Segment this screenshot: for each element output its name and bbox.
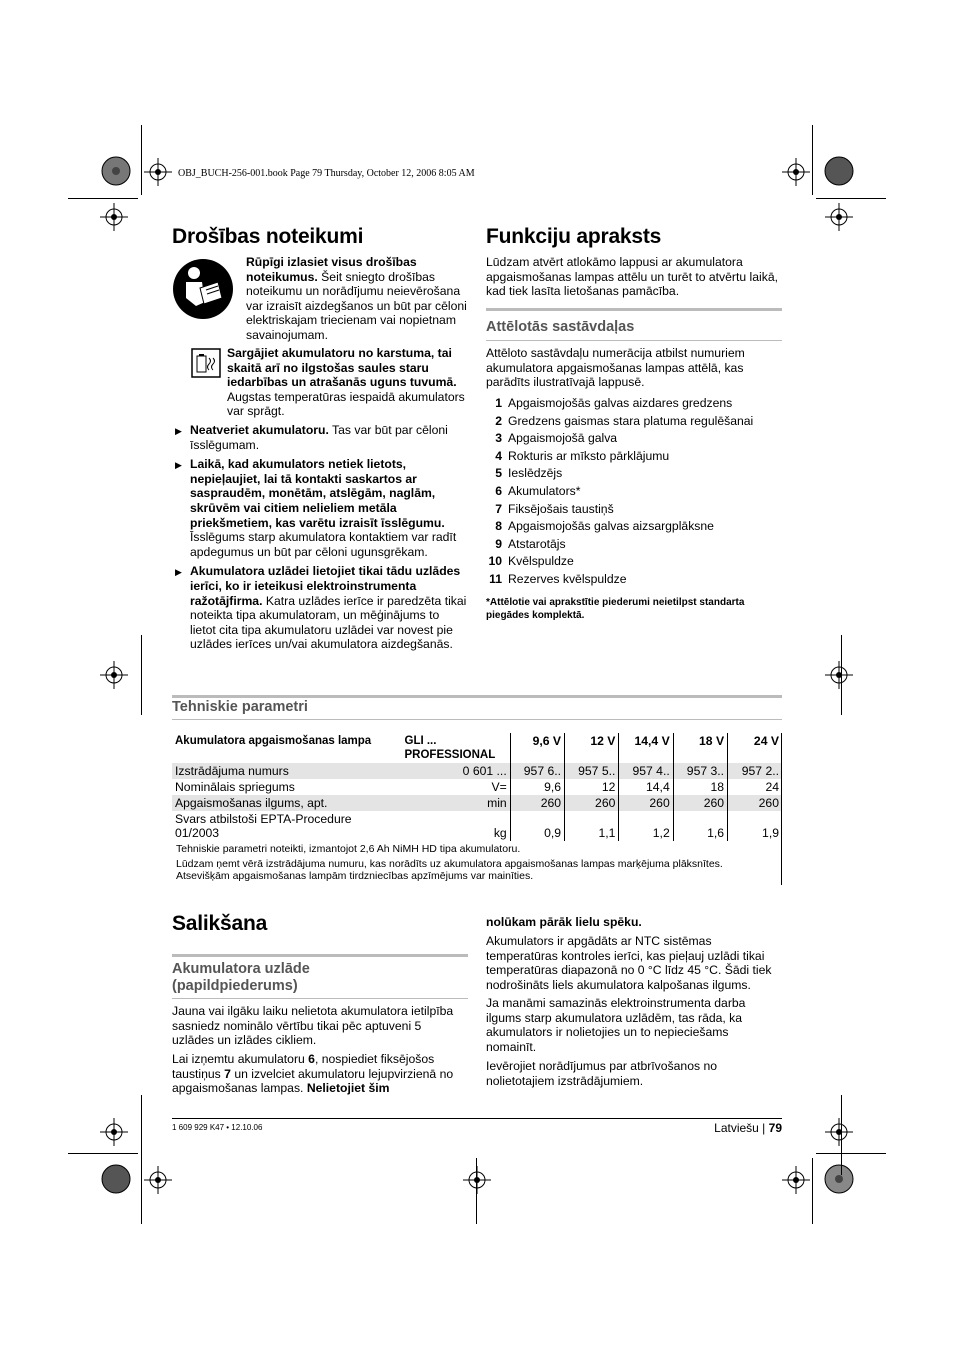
- registration-mark-top-left: [100, 155, 132, 192]
- table-header-cell: 9,6 V: [510, 733, 564, 763]
- table-cell: 0 601 ...: [402, 763, 511, 779]
- footer-rule: [172, 1118, 782, 1119]
- parts-subtitle: Attēlotās sastāvdaļas: [486, 319, 635, 335]
- read-manual-icon: [172, 258, 234, 325]
- list-item: 8 Apgaismojošās galvas aizsargplāksne: [495, 519, 714, 534]
- print-header: OBJ_BUCH-256-001.book Page 79 Thursday, October 12, 2006 8:05 AM: [178, 168, 475, 179]
- crosshair-mark: [100, 661, 128, 694]
- table-row: [172, 779, 782, 795]
- list-item: 5 Ieslēdzējs: [495, 466, 563, 481]
- charging-continued: nolūkam pārāk lielu spēku.: [486, 915, 642, 929]
- section-rule: [486, 308, 782, 311]
- list-item: 2 Gredzens gaismas stara platuma regulēšanai: [495, 413, 754, 428]
- table-cell: V=: [491, 780, 507, 794]
- parts-footnote: *Attēlotie vai aprakstītie piederumi neietilpst standarta piegādes komplektā.: [486, 597, 745, 621]
- list-item: 10 Kvēlspuldze: [488, 554, 574, 569]
- heat-warning: Sargājiet akumulatoru no karstuma, tai skaitā arī no ilgstošas saules staru iedarbības un atrašanās uguns tuvumā. Augstas temperatūras iespaidā akumulators var sprāgt.: [227, 346, 465, 419]
- tech-note: Lūdzam ņemt vērā izstrādājuma numuru, kas norādīts uz akumulatora apgaismošanas lampas marķējuma plāksnītes. Atsevišķām apgaismošanas lampām tirdzniecības apzīmējums var mainīties.: [176, 858, 723, 882]
- safety-bullet: ▶ Neatveriet akumulatoru. Tas var būt par cēloni īsslēgumam.: [175, 423, 448, 452]
- parts-list: [486, 395, 782, 589]
- crop-line: [141, 125, 142, 195]
- table-cell: 957 4..: [619, 763, 673, 779]
- section-rule: [172, 695, 782, 698]
- parts-intro: Attēloto sastāvdaļu numerācija atbilst numuriem akumulatora apgaismošanas lampas attēlā, kas parādīts ilustratīvajā lappusē.: [486, 346, 745, 390]
- table-cell: 957 2..: [728, 763, 782, 779]
- table-cell: 24: [728, 779, 782, 795]
- function-title: Funkciju apraksts: [486, 225, 662, 248]
- section-rule: [172, 998, 468, 999]
- bullet-arrow-icon: ▶: [175, 460, 182, 471]
- table-cell: 260: [728, 795, 782, 811]
- crosshair-mark: [144, 1166, 172, 1199]
- crop-line: [476, 1158, 477, 1224]
- safety-title: Drošības noteikumi: [172, 225, 364, 248]
- list-item: 9 Atstarotājs: [495, 536, 566, 551]
- table-cell: 260: [565, 795, 619, 811]
- table-cell: 260: [673, 795, 727, 811]
- table-cell: Nominālais spriegums: [175, 780, 295, 794]
- table-cell: Izstrādājuma numurs: [172, 763, 402, 779]
- table-cell: 1,2: [619, 811, 673, 841]
- crop-line: [816, 198, 886, 199]
- tech-subtitle: Tehniskie parametri: [172, 699, 308, 715]
- table-row: [172, 811, 782, 841]
- crop-line: [68, 1153, 138, 1154]
- wear-paragraph: Ja manāmi samazinās elektroinstrumenta darba ilgums starp akumulatora uzlādēm, tas rāda, ka akumulators ir nolietojies un to nepieciešams nomainīt.: [486, 996, 746, 1054]
- list-item: 4 Rokturis ar mīksto pārklājumu: [495, 448, 670, 463]
- table-header-cell: GLI ... PROFESSIONAL: [404, 735, 496, 761]
- safety-bullet: ▶ Akumulatora uzlādei lietojiet tikai tādu uzlādes ierīci, ko ir ieteikusi elektroinstrumenta ražotājfirma. Katra uzlādes ierīce ir paredzēta tikai noteikta tipa akumulatoram, un mēģinājums to lietot cita tipa akumulatoru uzlādei var novest pie uzlādes ierīces un/vai akumulatora aizdegšanās.: [175, 564, 467, 652]
- crop-line: [812, 1158, 813, 1224]
- crosshair-mark: [100, 203, 128, 236]
- table-cell: Apgaismošanas ilgums, apt.: [172, 795, 402, 811]
- registration-mark-top-right: [823, 155, 855, 192]
- charging-p2: Lai izņemtu akumulatoru 6, nospiediet fiksējošos taustiņus 7 un izvelciet akumulatoru lejupvirzienā no apgaismošanas lampas. Nelietojiet šim: [172, 1052, 454, 1096]
- table-right-border: [781, 733, 782, 885]
- table-cell: 260: [510, 795, 564, 811]
- crop-line: [141, 1158, 142, 1224]
- table-cell: 18: [673, 779, 727, 795]
- table-cell: 14,4: [619, 779, 673, 795]
- disposal-paragraph: Ievērojiet norādījumus par atbrīvošanos no nolietotajiem izstrādājumiem.: [486, 1059, 718, 1088]
- table-header-cell: Akumulatora apgaismošanas lampa: [175, 735, 372, 747]
- footer-code: 1 609 929 K47 • 12.10.06: [172, 1123, 263, 1132]
- table-header-row: [172, 733, 782, 763]
- table-cell: 1,9: [728, 811, 782, 841]
- safety-intro: Rūpīgi izlasiet visus drošības noteikumus. Šeit sniegto drošības noteikumu un norādījumu neievērošana var izraisīt aizdegšanos un būt par cēloni elektriskajam triecienam vai nopietnam savainojumam.: [246, 255, 467, 342]
- crop-line: [816, 1153, 886, 1154]
- ntc-paragraph: Akumulators ir apgādāts ar NTC sistēmas temperatūras kontroles ierīci, kas pieļauj uzlādi tikai temperatūras diapazonā no 0 °C līdz 45 °C. Šādi tiek nodrošināts liels akumulatora kalpošanas ilgums.: [486, 934, 772, 992]
- safety-bullets: [172, 423, 468, 657]
- crop-line: [141, 635, 142, 715]
- section-rule: [486, 340, 782, 341]
- table-header-cell: 14,4 V: [619, 733, 673, 763]
- safety-bullet: ▶ Laikā, kad akumulators netiek lietots, nepieļaujiet, lai tā kontakti saskartos ar saspraudēm, monētām, atslēgām, naglām, skrūvēm vai citiem nelieliem metāla priekšmetiem, kas varētu izraisīt īsslēgumu. Īsslēgums starp akumulatora kontaktiem var radīt apdegumus un būt par cēloni ugunsgrēkam.: [175, 457, 457, 559]
- registration-mark-bottom-right: [823, 1163, 855, 1200]
- table-cell: kg: [493, 826, 507, 840]
- list-item: 3 Apgaismojošā galva: [495, 431, 618, 446]
- registration-mark-bottom-left: [100, 1163, 132, 1200]
- heat-warning-icon: [191, 348, 221, 383]
- list-item: 1 Apgaismojošās galvas aizdares gredzens: [495, 396, 733, 410]
- table-header-cell: 12 V: [565, 733, 619, 763]
- tech-table: [172, 733, 782, 841]
- table-cell: 260: [619, 795, 673, 811]
- table-row: [172, 795, 782, 811]
- table-cell: 9,6: [510, 779, 564, 795]
- table-cell: 1,6: [673, 811, 727, 841]
- crosshair-mark: [463, 1166, 491, 1199]
- list-item: 7 Fiksējošais taustiņš: [495, 501, 614, 516]
- charging-subtitle: Akumulatora uzlāde (papildpiederums): [172, 961, 310, 994]
- table-header-cell: 18 V: [673, 733, 727, 763]
- crop-line: [841, 635, 842, 715]
- table-row: [172, 763, 782, 779]
- section-rule: [172, 954, 468, 957]
- table-cell: 12: [565, 779, 619, 795]
- table-cell: 1,1: [565, 811, 619, 841]
- crop-line: [841, 1095, 842, 1175]
- crosshair-mark: [782, 158, 810, 191]
- crosshair-mark: [144, 158, 172, 191]
- tech-note: Tehniskie parametri noteikti, izmantojot 2,6 Ah NiMH HD tipa akumulatoru.: [176, 843, 521, 855]
- table-cell: 957 6..: [510, 763, 564, 779]
- table-cell: 957 3..: [673, 763, 727, 779]
- charging-p1: Jauna vai ilgāku laiku nelietota akumulatora ietilpība sasniedz nominālo vērtību tikai pēc aptuveni 5 uzlādes un izlādes cikliem.: [172, 1004, 454, 1048]
- footer-page: Latviešu | 79: [714, 1121, 782, 1135]
- list-item: 11 Rezerves kvēlspuldze: [489, 571, 627, 586]
- section-rule: [172, 719, 782, 720]
- crosshair-mark: [825, 203, 853, 236]
- crosshair-mark: [825, 1118, 853, 1151]
- crosshair-mark: [100, 1118, 128, 1151]
- bullet-arrow-icon: ▶: [175, 426, 182, 436]
- table-cell: Svars atbilstoši EPTA-Procedure 01/2003: [175, 812, 352, 840]
- crosshair-mark: [782, 1166, 810, 1199]
- table-cell: 957 5..: [565, 763, 619, 779]
- list-item: 6 Akumulators*: [495, 483, 581, 498]
- crop-line: [812, 125, 813, 195]
- crop-line: [68, 198, 138, 199]
- crosshair-mark: [825, 661, 853, 694]
- table-cell: min: [402, 795, 511, 811]
- bullet-arrow-icon: ▶: [175, 567, 182, 578]
- assembly-title: Salikšana: [172, 912, 268, 935]
- table-header-cell: 24 V: [728, 733, 782, 763]
- table-cell: 0,9: [510, 811, 564, 841]
- function-intro: Lūdzam atvērt atlokāmo lappusi ar akumulatora apgaismošanas lampas attēlu un turēt to atvērtu laikā, kad tiek lasīta lietošanas pamācība.: [486, 255, 778, 299]
